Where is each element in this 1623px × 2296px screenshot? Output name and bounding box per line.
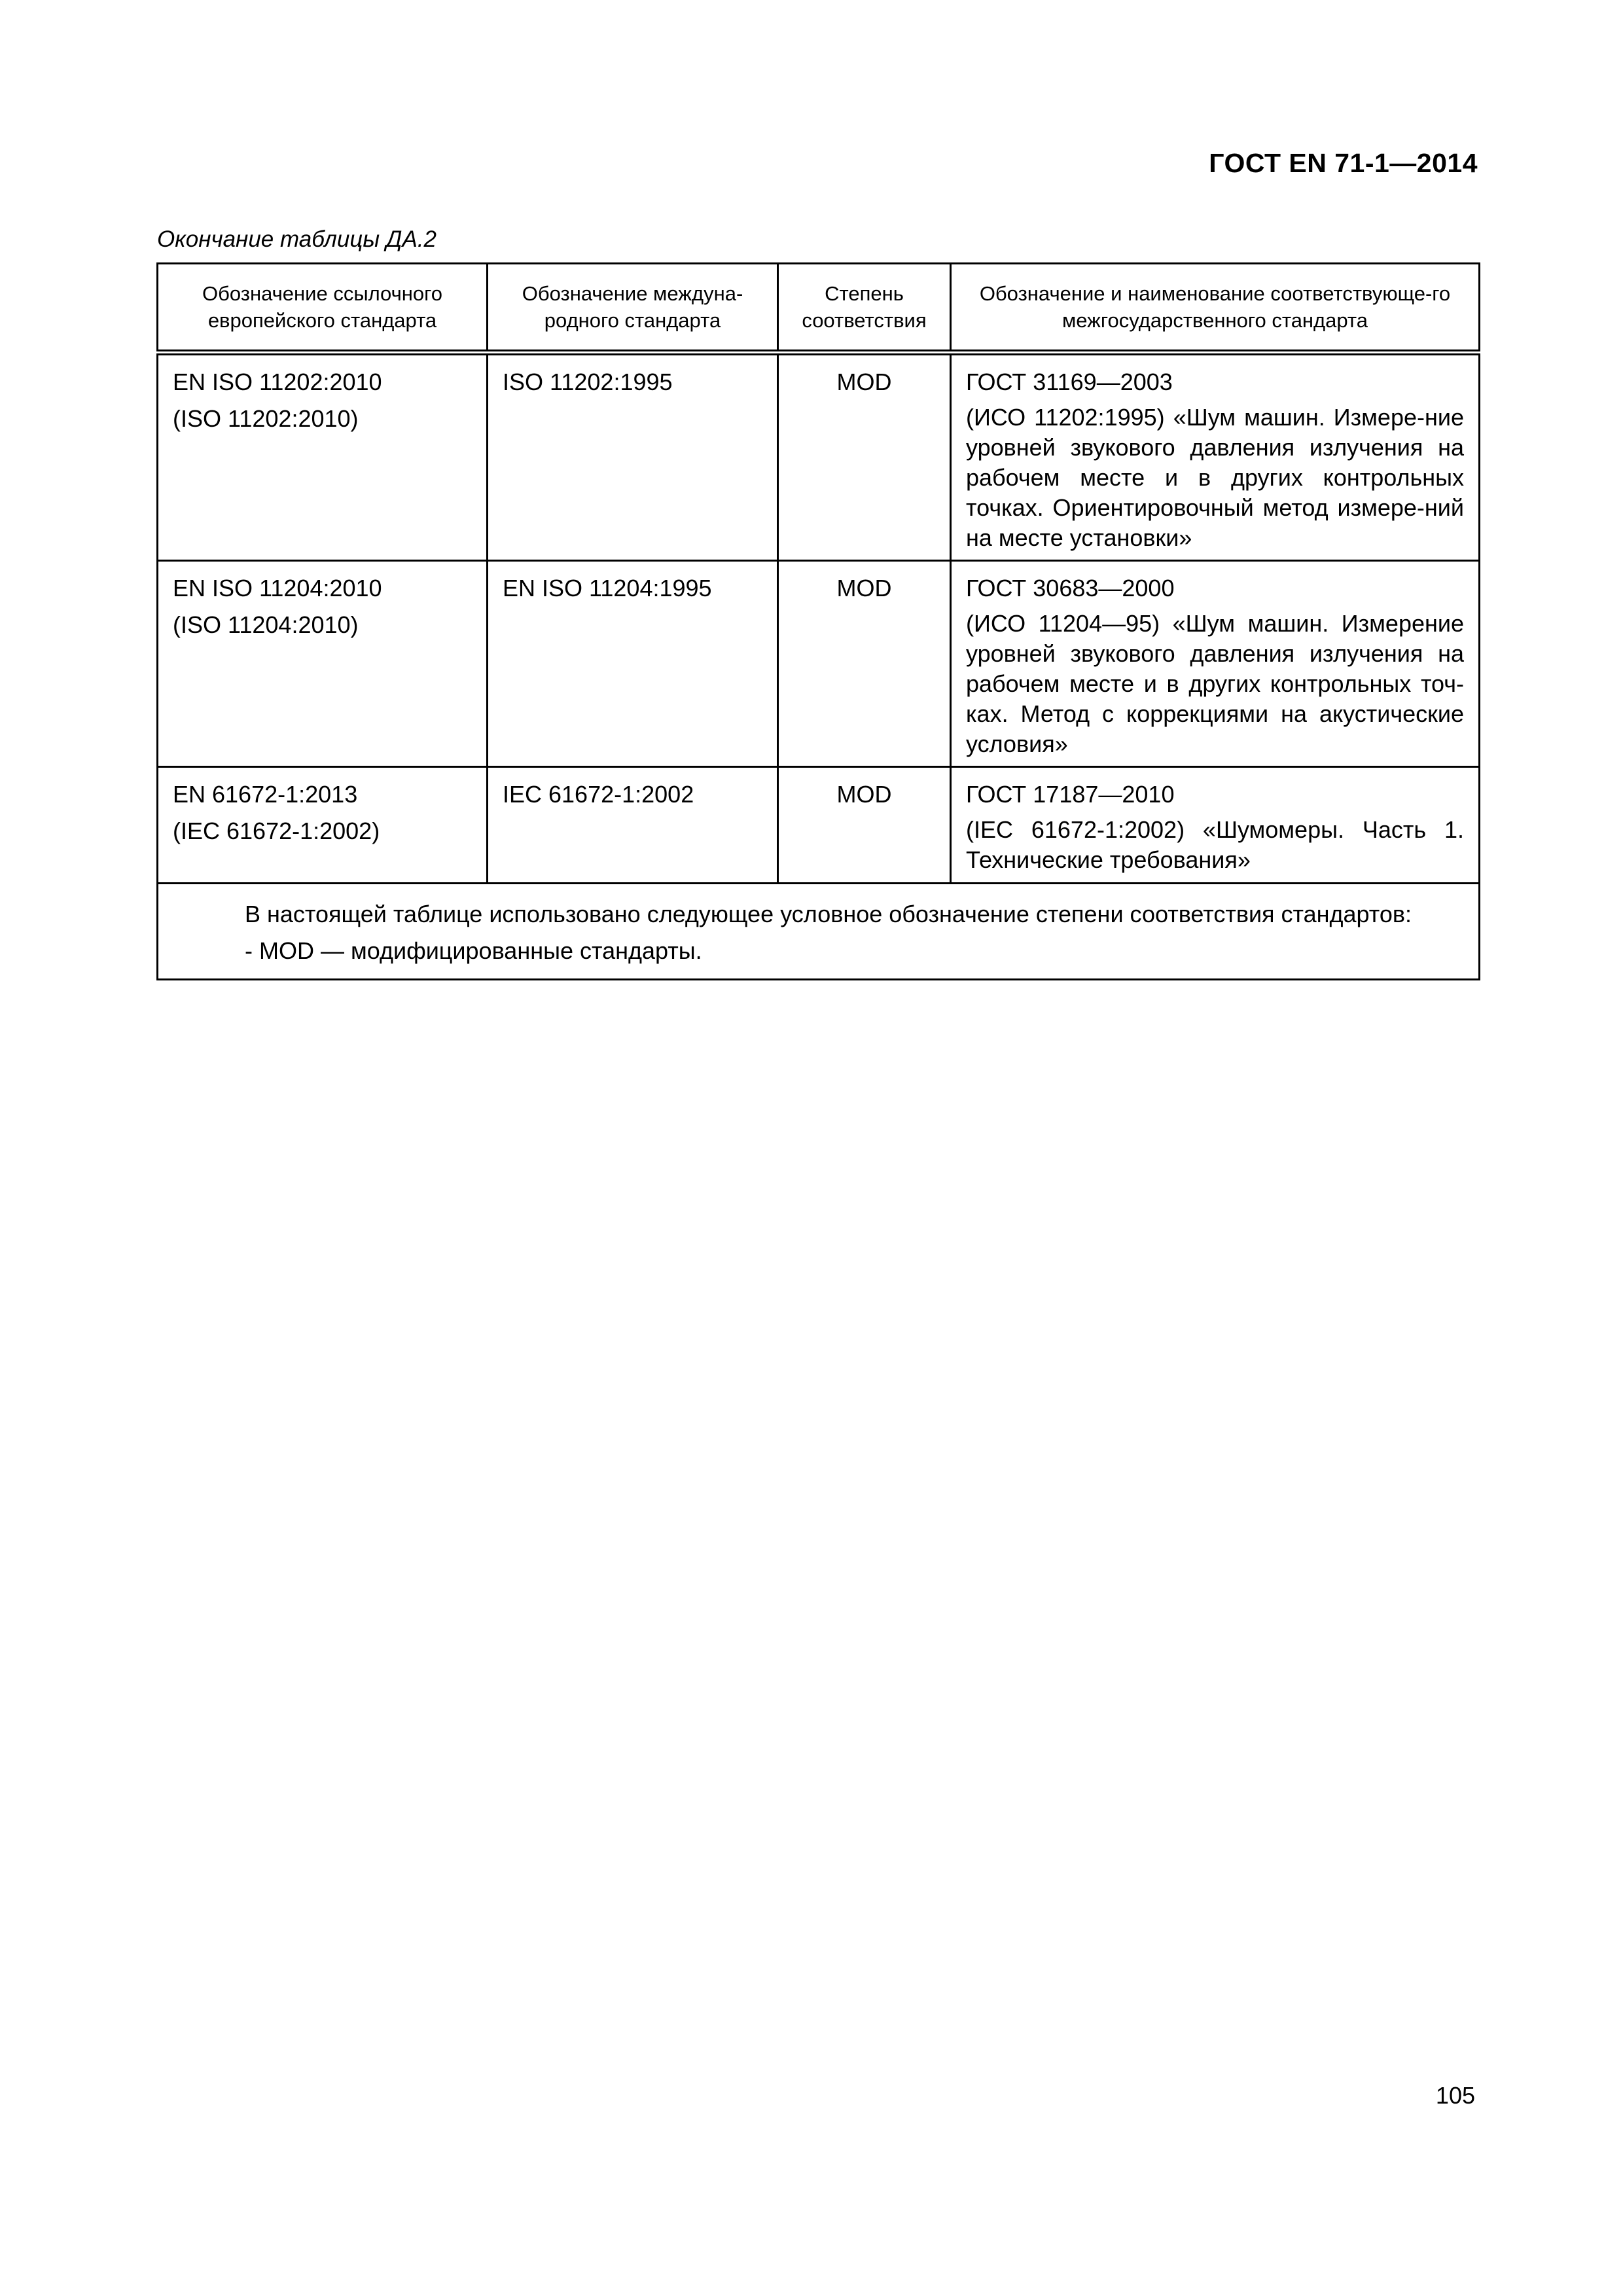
column-header-international-standard: Обозначение междуна-родного стандарта: [488, 264, 778, 353]
gost-description: (IEC 61672-1:2002) «Шумомеры. Часть 1. Технические требования»: [966, 816, 1464, 873]
european-standard-iso-code: (ISO 11202:2010): [173, 405, 359, 432]
page-number: 105: [1435, 2082, 1475, 2109]
table-note: [158, 884, 1480, 980]
international-standard-code: IEC 61672-1:2002: [503, 781, 694, 808]
international-standard-code: EN ISO 11204:1995: [503, 575, 712, 601]
table-row: [158, 353, 1480, 561]
cell-degree: MOD: [778, 353, 951, 561]
cell-european-standard: [158, 767, 488, 884]
cell-international-standard: [488, 767, 778, 884]
european-standard-code: EN ISO 11204:2010: [173, 575, 382, 601]
cell-international-standard: [488, 561, 778, 767]
gost-code: ГОСТ 17187—2010: [966, 781, 1175, 808]
column-header-european-standard: Обозначение ссылочного европейского стандарта: [158, 264, 488, 353]
column-header-degree: Степень соответствия: [778, 264, 951, 353]
gost-code: ГОСТ 30683—2000: [966, 575, 1175, 601]
cell-interstate-standard: [951, 561, 1480, 767]
cell-degree: MOD: [778, 767, 951, 884]
column-header-interstate-standard: Обозначение и наименование соответствующе-го межгосударственного стандарта: [951, 264, 1480, 353]
cell-international-standard: [488, 353, 778, 561]
cell-interstate-standard: [951, 767, 1480, 884]
european-standard-iso-code: (ISO 11204:2010): [173, 611, 359, 638]
table-caption: Окончание таблицы ДА.2: [157, 226, 437, 252]
cell-interstate-standard: [951, 353, 1480, 561]
gost-code: ГОСТ 31169—2003: [966, 368, 1173, 395]
note-text: В настоящей таблице использовано следующее условное обозначение степени соответствия стандартов:: [245, 901, 1412, 927]
table-row: [158, 767, 1480, 884]
european-standard-iec-code: (IEC 61672-1:2002): [173, 817, 380, 844]
cell-degree: MOD: [778, 561, 951, 767]
cell-european-standard: [158, 353, 488, 561]
correspondence-table: [156, 262, 1480, 980]
international-standard-code: ISO 11202:1995: [503, 368, 673, 395]
table-header-row: [158, 264, 1480, 353]
cell-european-standard: [158, 561, 488, 767]
gost-description: (ИСО 11202:1995) «Шум машин. Измере-ние уровней звукового давления излучения на рабочем месте и в других контрольных точках. Ориентировочный метод измере-ний на месте установки»: [966, 404, 1464, 551]
gost-description: (ИСО 11204—95) «Шум машин. Измерение уровней звукового давления излучения на рабочем месте и в других контрольных точ-ках. Метод с коррекциями на акустические условия»: [966, 610, 1464, 757]
document-code: ГОСТ EN 71-1—2014: [1209, 148, 1478, 178]
note-list-item: - MOD — модифицированные стандарты.: [245, 937, 702, 964]
european-standard-code: EN 61672-1:2013: [173, 781, 358, 808]
european-standard-code: EN ISO 11202:2010: [173, 368, 382, 395]
table-row: [158, 561, 1480, 767]
table-note-row: [158, 884, 1480, 980]
